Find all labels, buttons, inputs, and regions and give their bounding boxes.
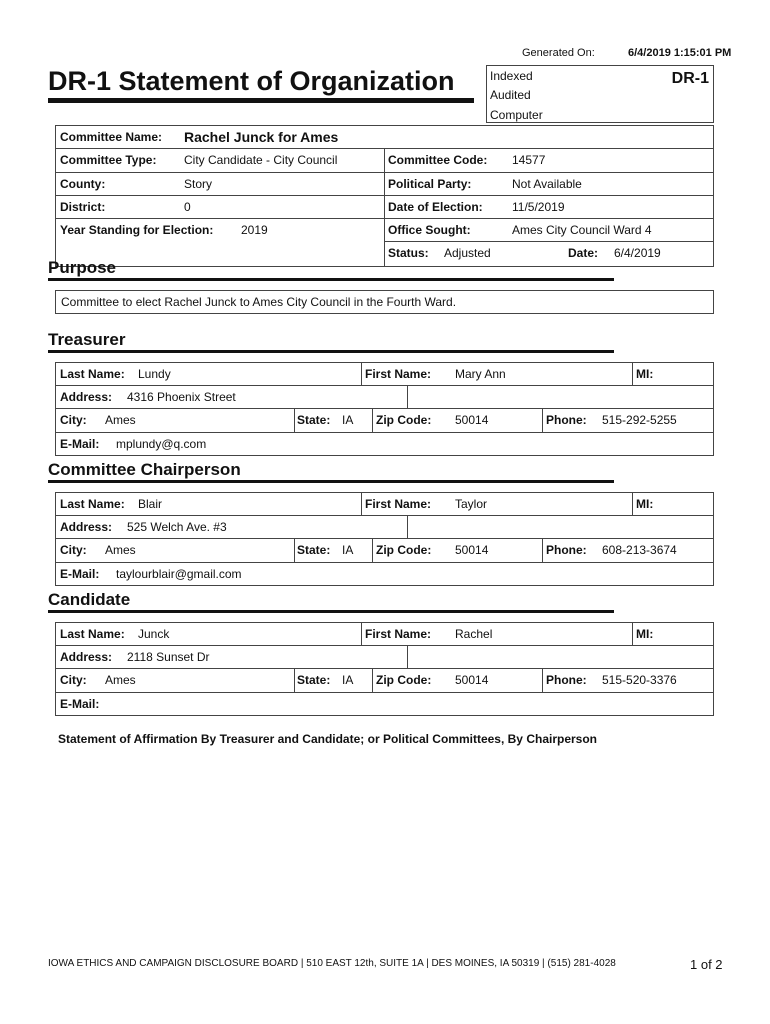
chairperson-mi-label: MI: [636,497,654,511]
party-label: Political Party: [388,177,472,191]
office-value: Ames City Council Ward 4 [512,223,652,237]
district-value: 0 [184,200,191,214]
candidate-email-label: E-Mail: [60,697,100,711]
chairperson-email-label: E-Mail: [60,567,100,581]
chairperson-phone-label: Phone: [546,543,587,557]
candidate-rule [48,610,614,613]
candidate-last-name-label: Last Name: [60,627,125,641]
page-number: 1 of 2 [690,957,723,972]
treasurer-last-name: Lundy [138,367,171,381]
treasurer-address: 4316 Phoenix Street [127,390,236,404]
purpose-rule [48,278,614,281]
office-status-box [486,65,714,123]
candidate-title: Candidate [48,590,131,609]
treasurer-state: IA [342,413,354,427]
status-indexed: Indexed [490,69,533,83]
treasurer-phone-label: Phone: [546,413,587,427]
chairperson-zip-label: Zip Code: [376,543,432,557]
treasurer-state-label: State: [297,413,331,427]
election-date-value: 11/5/2019 [512,200,565,214]
chairperson-email: taylourblair@gmail.com [116,567,242,581]
purpose-text: Committee to elect Rachel Junck to Ames City Council in the Fourth Ward. [61,295,457,309]
page-title: DR-1 Statement of Organization [48,66,455,96]
purpose-box [55,290,714,314]
candidate-first-name-label: First Name: [365,627,432,641]
chairperson-rule [48,480,614,483]
treasurer-city-label: City: [60,413,87,427]
candidate-city-label: City: [60,673,87,687]
candidate-zip: 50014 [455,673,489,687]
treasurer-address-label: Address: [60,390,113,404]
chairperson-phone: 608-213-3674 [602,543,677,557]
committee-type-label: Committee Type: [60,153,157,167]
party-value: Not Available [512,177,582,191]
chairperson-state: IA [342,543,354,557]
year-value: 2019 [241,223,268,237]
candidate-city: Ames [105,673,136,687]
chairperson-city: Ames [105,543,136,557]
office-label: Office Sought: [388,223,471,237]
treasurer-email: mplundy@q.com [116,437,207,451]
footer-address: IOWA ETHICS AND CAMPAIGN DISCLOSURE BOARD | 510 EAST 12th, SUITE 1A | DES MOINES, IA 50319 | (515) 281-4028 [48,958,616,969]
county-label: County: [60,177,106,191]
treasurer-email-label: E-Mail: [60,437,100,451]
generated-on-label: Generated On: [522,47,595,59]
committee-type-value: City Candidate - City Council [184,153,338,167]
treasurer-city: Ames [105,413,136,427]
status-computer: Computer [490,108,543,122]
candidate-phone-label: Phone: [546,673,587,687]
treasurer-last-name-label: Last Name: [60,367,125,381]
candidate-first-name: Rachel [455,627,493,641]
candidate-address-label: Address: [60,650,113,664]
treasurer-zip-label: Zip Code: [376,413,432,427]
treasurer-rule [48,350,614,353]
candidate-mi-label: MI: [636,627,654,641]
committee-name-label: Committee Name: [60,130,163,144]
treasurer-phone: 515-292-5255 [602,413,677,427]
affirmation-heading: Statement of Affirmation By Treasurer and Candidate; or Political Committees, By Chairperson [58,732,597,746]
treasurer-zip: 50014 [455,413,489,427]
candidate-phone: 515-520-3376 [602,673,677,687]
chairperson-address-label: Address: [60,520,113,534]
title-underline [48,98,474,103]
county-value: Story [184,177,213,191]
chairperson-city-label: City: [60,543,87,557]
status-value: Adjusted [444,246,491,260]
chairperson-address: 525 Welch Ave. #3 [127,520,227,534]
committee-name-value: Rachel Junck for Ames [184,129,339,145]
chairperson-state-label: State: [297,543,331,557]
candidate-state-label: State: [297,673,331,687]
status-label: Status: [388,246,429,260]
purpose-title: Purpose [48,258,117,277]
committee-code-label: Committee Code: [388,153,488,167]
form-code: DR-1 [671,70,709,87]
chairperson-zip: 50014 [455,543,489,557]
date-value: 6/4/2019 [614,246,661,260]
chairperson-first-name: Taylor [455,497,488,511]
candidate-address: 2118 Sunset Dr [127,650,210,664]
committee-code-value: 14577 [512,153,546,167]
district-label: District: [60,200,106,214]
generated-on-value: 6/4/2019 1:15:01 PM [628,47,732,59]
election-date-label: Date of Election: [388,200,483,214]
chairperson-last-name: Blair [138,497,163,511]
candidate-last-name: Junck [138,627,170,641]
chairperson-last-name-label: Last Name: [60,497,125,511]
treasurer-first-name: Mary Ann [455,367,506,381]
treasurer-mi-label: MI: [636,367,654,381]
treasurer-title: Treasurer [48,330,126,349]
candidate-zip-label: Zip Code: [376,673,432,687]
year-label: Year Standing for Election: [60,223,214,237]
candidate-state: IA [342,673,354,687]
chairperson-first-name-label: First Name: [365,497,432,511]
status-audited: Audited [490,88,531,102]
date-label: Date: [568,246,599,260]
chairperson-title: Committee Chairperson [48,460,241,479]
treasurer-first-name-label: First Name: [365,367,432,381]
